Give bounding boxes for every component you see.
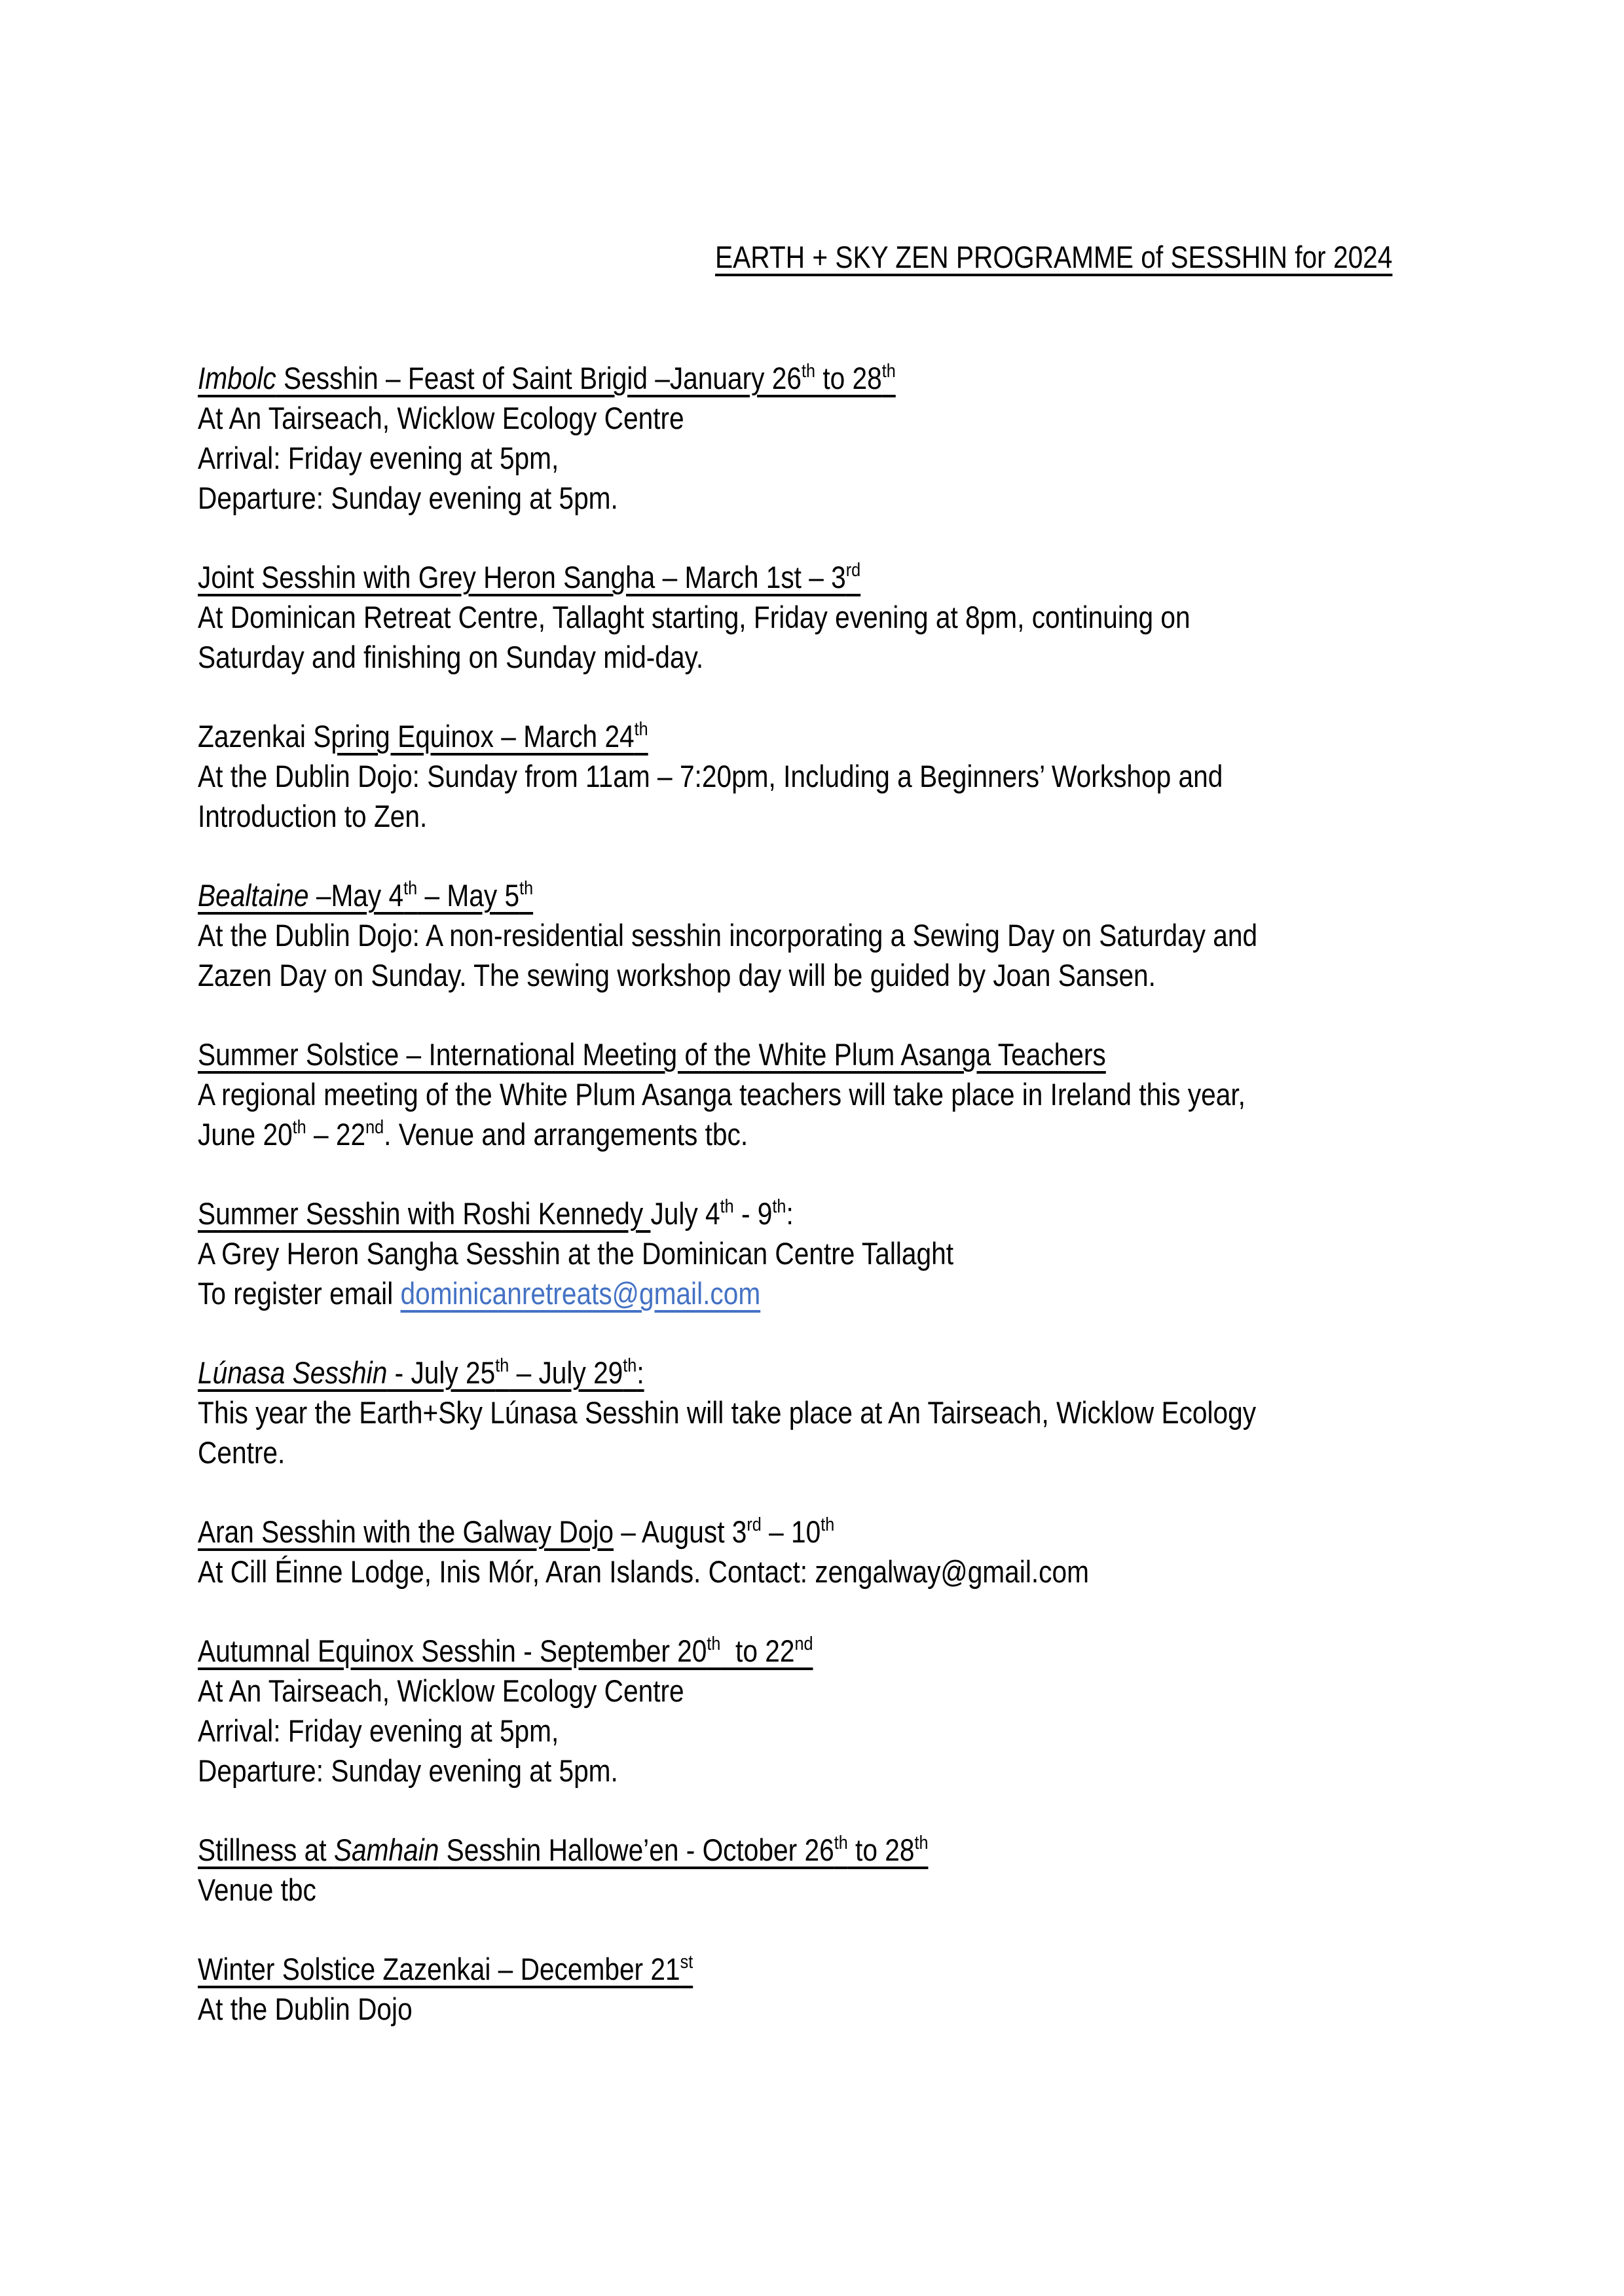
ordinal: th: [707, 1633, 721, 1654]
heading-text: Summer Sesshin with Roshi Kennedy: [198, 1196, 651, 1231]
event-detail-line: Venue tbc: [198, 1872, 316, 1907]
heading-text: - 9: [733, 1196, 773, 1231]
ordinal: th: [292, 1116, 306, 1138]
ordinal: th: [403, 877, 418, 899]
event-detail-line: Introduction to Zen.: [198, 799, 428, 833]
heading-text: Joint Sesshin with Grey Heron Sangha – March 1st – 3: [198, 560, 846, 594]
heading-text: Winter Solstice Zazenkai – December 21: [198, 1952, 680, 1986]
heading-text: to 28: [847, 1832, 915, 1867]
ordinal: st: [680, 1951, 693, 1973]
event-detail-line: Departure: Sunday evening at 5pm.: [198, 481, 618, 515]
heading-text: :: [786, 1196, 794, 1231]
ordinal: th: [834, 1832, 848, 1853]
event-heading-summer-sesshin: [198, 1194, 794, 1233]
ordinal: nd: [365, 1116, 384, 1138]
ordinal: th: [634, 718, 648, 740]
heading-text: to 28: [815, 361, 882, 395]
event-heading-autumnal-equinox: [198, 1631, 813, 1671]
event-heading-aran-sesshin: [198, 1512, 834, 1552]
heading-text: –May 4: [308, 878, 404, 913]
heading-text: Aran Sesshin with the Galway Dojo: [198, 1514, 614, 1549]
event-detail-line: Saturday and finishing on Sunday mid-day.: [198, 640, 704, 674]
ordinal: rd: [747, 1514, 762, 1535]
heading-text: July 4: [650, 1196, 720, 1231]
event-detail-line: At the Dublin Dojo: [198, 1992, 413, 2026]
ordinal: th: [519, 877, 534, 899]
ordinal: th: [720, 1195, 734, 1217]
event-detail-line: [198, 1114, 748, 1154]
event-detail-line: At the Dublin Dojo: A non-residential sesshin incorporating a Sewing Day on Saturday and: [198, 918, 1258, 953]
event-detail-line: Arrival: Friday evening at 5pm,: [198, 1713, 559, 1748]
heading-italic: Samhain: [333, 1832, 439, 1867]
event-heading-summer-solstice: [198, 1034, 1106, 1074]
event-detail-line: At Cill Éinne Lodge, Inis Mór, Aran Islands. Contact: zengalway@gmail.com: [198, 1554, 1089, 1589]
email-link[interactable]: dominicanretreats@gmail.com: [400, 1276, 761, 1311]
heading-text: – July 29: [509, 1355, 623, 1390]
register-label: To register email: [198, 1276, 401, 1311]
event-heading-winter-solstice: [198, 1949, 693, 1989]
event-detail-line: This year the Earth+Sky Lúnasa Sesshin will take place at An Tairseach, Wicklow Ecology: [198, 1395, 1257, 1430]
detail-text: . Venue and arrangements tbc.: [384, 1117, 748, 1152]
page-title: EARTH + SKY ZEN PROGRAMME of SESSHIN for 2024: [715, 240, 1393, 274]
ordinal: nd: [794, 1633, 813, 1654]
ordinal: th: [881, 360, 896, 382]
heading-text: – 10: [761, 1514, 821, 1549]
event-detail-line: Departure: Sunday evening at 5pm.: [198, 1753, 618, 1788]
event-detail-line: A regional meeting of the White Plum Asanga teachers will take place in Ireland this year,: [198, 1077, 1246, 1112]
heading-italic: Lúnasa Sesshin: [198, 1355, 388, 1390]
event-heading-lunasa: [198, 1353, 644, 1393]
event-detail-line: Centre.: [198, 1435, 286, 1470]
heading-text: Zazenkai S: [198, 719, 331, 754]
ordinal: th: [623, 1355, 637, 1376]
heading-text: [331, 719, 648, 754]
heading-italic: Bealtaine: [198, 878, 309, 913]
event-heading-imbolc: [198, 358, 896, 398]
heading-text: – May 5: [417, 878, 520, 913]
ordinal: th: [914, 1832, 929, 1853]
event-heading-bealtaine: [198, 875, 533, 915]
heading-text: Stillness at: [198, 1832, 334, 1867]
detail-text: – 22: [306, 1117, 366, 1152]
ordinal: rd: [845, 559, 861, 581]
heading-italic: Imbolc: [198, 361, 276, 395]
event-detail-line: At the Dublin Dojo: Sunday from 11am – 7:20pm, Including a Beginners’ Workshop and: [198, 759, 1223, 793]
detail-text: June 20: [198, 1117, 293, 1152]
event-detail-line: At An Tairseach, Wicklow Ecology Centre: [198, 401, 684, 435]
event-detail-line: At An Tairseach, Wicklow Ecology Centre: [198, 1673, 684, 1708]
event-detail-line: [198, 1273, 760, 1313]
heading-text: to 22: [720, 1633, 795, 1668]
event-detail-line: Zazen Day on Sunday. The sewing workshop day will be guided by Joan Sansen.: [198, 958, 1156, 993]
event-detail-line: At Dominican Retreat Centre, Tallaght starting, Friday evening at 8pm, continuing on: [198, 600, 1190, 634]
heading-text: Sesshin – Feast of Saint Brigid –January 26: [276, 361, 802, 395]
heading-text: pring Equinox – March 24: [331, 719, 635, 754]
heading-text: Sesshin Hallowe’en - October 26: [439, 1832, 834, 1867]
heading-text: - July 25: [387, 1355, 496, 1390]
event-heading-joint-sesshin: [198, 557, 860, 597]
heading-text: Autumnal Equinox Sesshin - September 20: [198, 1633, 707, 1668]
heading-text: Summer Solstice – International Meeting of the White Plum Asanga Teachers: [198, 1037, 1106, 1072]
ordinal: th: [495, 1355, 509, 1376]
heading-text: – August 3: [613, 1514, 747, 1549]
heading-text: :: [637, 1355, 644, 1390]
event-detail-line: A Grey Heron Sangha Sesshin at the Dominican Centre Tallaght: [198, 1236, 954, 1271]
event-heading-spring-equinox: [198, 716, 648, 756]
event-detail-line: Arrival: Friday evening at 5pm,: [198, 441, 559, 475]
event-heading-samhain: [198, 1830, 928, 1870]
ordinal: th: [821, 1514, 835, 1535]
ordinal: th: [802, 360, 816, 382]
ordinal: th: [772, 1195, 786, 1217]
